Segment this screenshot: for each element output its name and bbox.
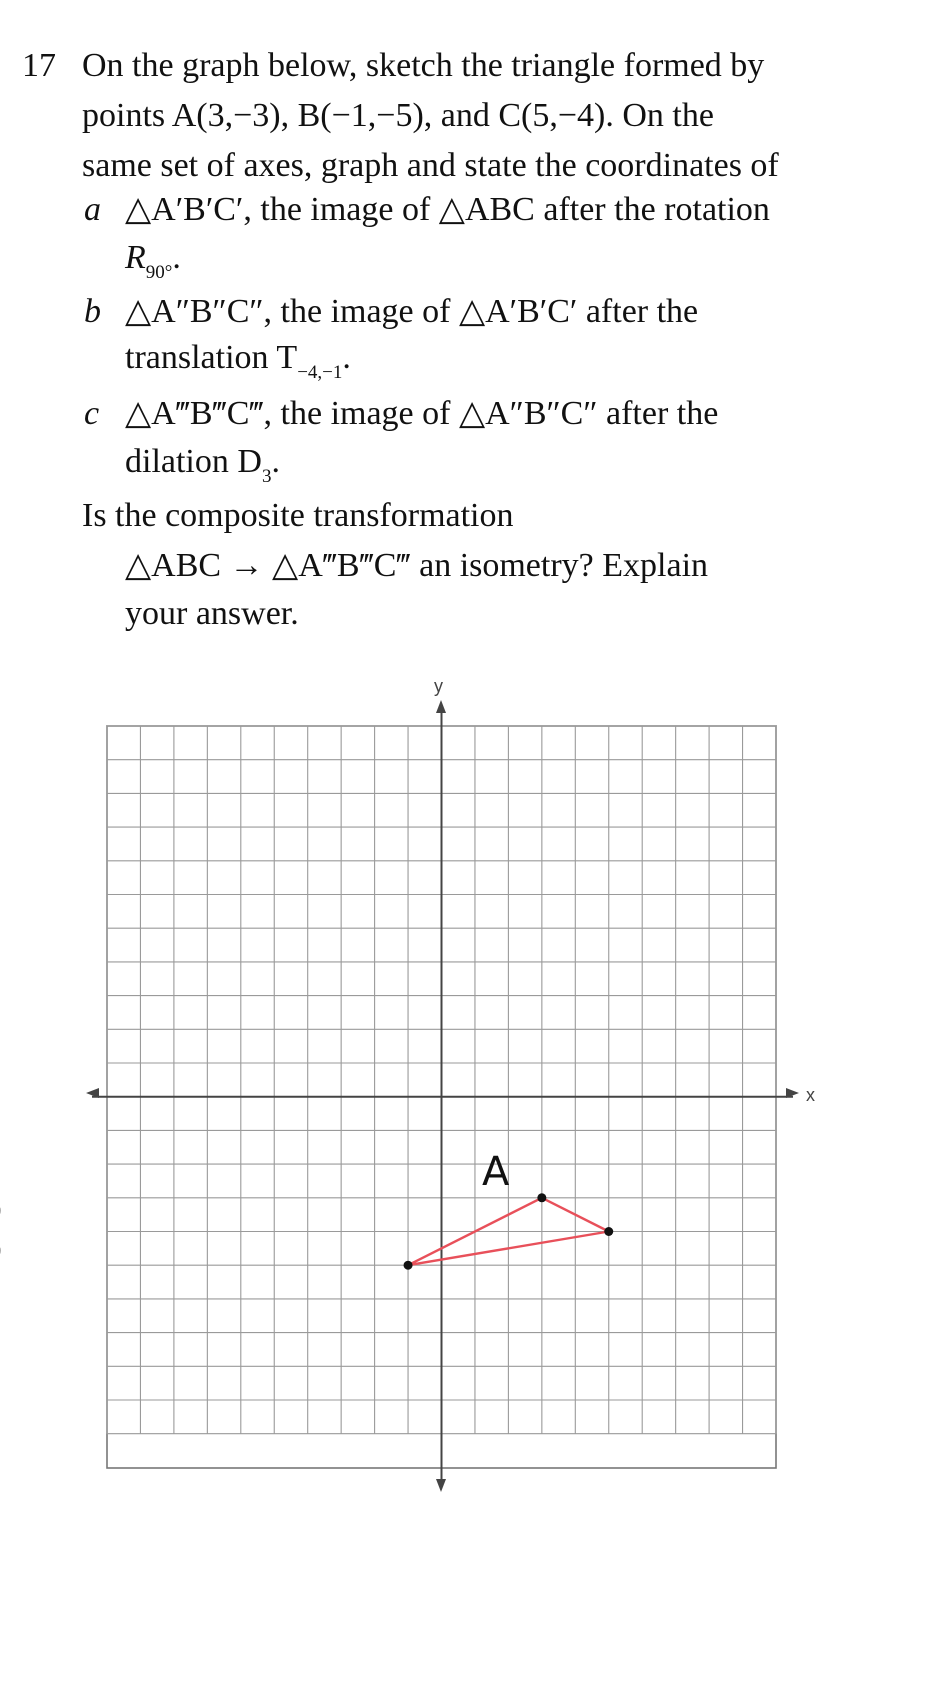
translation-symbol: translation T (125, 339, 298, 376)
question-line-3: your answer. (125, 595, 299, 632)
axes (86, 676, 815, 1492)
rotation-subscript: 90° (145, 262, 173, 283)
vertex-b-dot (404, 1261, 413, 1270)
handwritten-label-a: A (482, 1149, 510, 1195)
part-b-line-1: △A″B″C″, the image of △A′B′C′ after the (125, 293, 699, 330)
intro-line-3: same set of axes, graph and state the coordinates of (82, 147, 779, 184)
y-axis-label: y (434, 676, 443, 696)
part-b-line-2: translation $T_{-4,-1}$. (125, 339, 351, 383)
part-a-line-1: △A′B′C′, the image of △ABC after the rotation (125, 191, 770, 228)
question-line-2: △ABC → △A‴B‴C‴ an isometry? Explain (125, 547, 709, 584)
y-axis-down-arrow (436, 1479, 446, 1492)
vertex-a-dot (537, 1193, 546, 1202)
part-a-letter: a (84, 191, 101, 228)
dilation-subscript: 3 (261, 466, 272, 487)
part-c-line-2: dilation $D_3$. (125, 443, 280, 487)
part-c-line-1: △A‴B‴C‴, the image of △A″B″C″ after the (125, 395, 719, 432)
y-axis-up-arrow (436, 700, 446, 713)
rotation-symbol: R (125, 239, 146, 276)
dilation-symbol: dilation D (125, 443, 262, 480)
problem-number: 17 (22, 47, 56, 84)
question-line-1: Is the composite transformation (82, 497, 514, 534)
part-a-line-2: $R_{90^\circ}$. (125, 239, 181, 283)
vertex-c-dot (604, 1227, 613, 1236)
intro-line-1: On the graph below, sketch the triangle formed by (82, 47, 765, 84)
part-b-letter: b (84, 293, 101, 330)
translation-subscript: −4,−1 (297, 362, 343, 383)
part-c-letter: c (84, 395, 100, 432)
x-axis-label: x (806, 1085, 815, 1105)
intro-line-2: points A(3,−3), B(−1,−5), and C(5,−4). On the (82, 97, 714, 134)
